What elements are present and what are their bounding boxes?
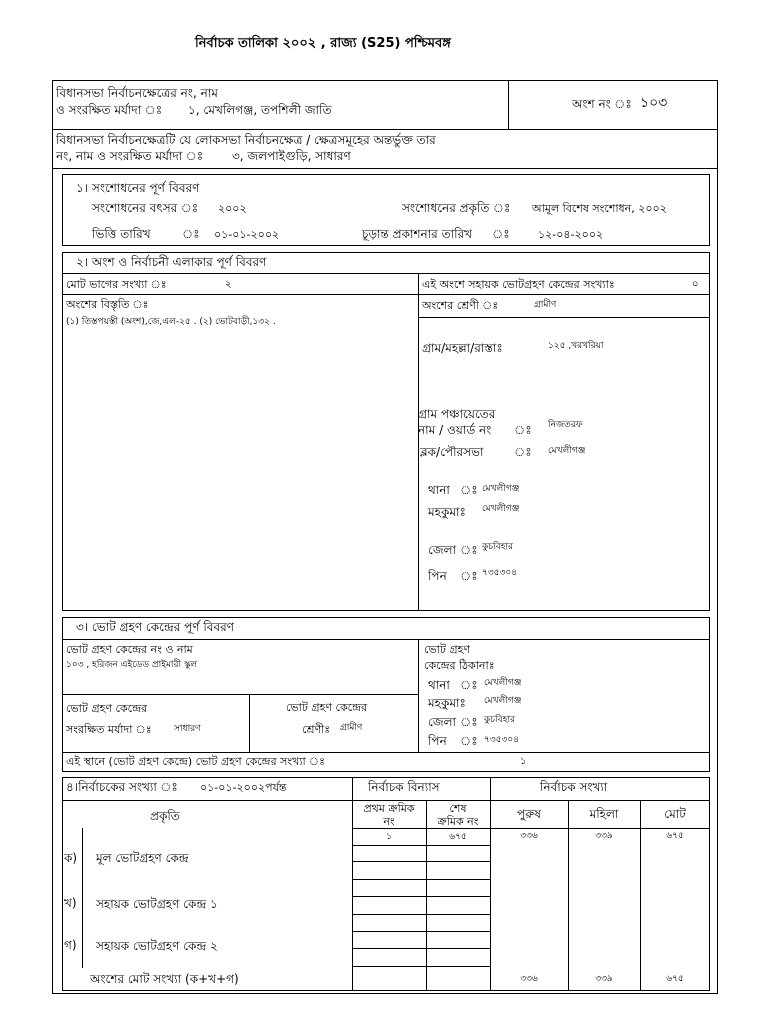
station-reservation-value: সাধারণ xyxy=(174,724,201,734)
station-district-value: কুচবিহার xyxy=(484,715,516,725)
subdivision-value: মেখলীগঞ্জ xyxy=(482,504,520,514)
district-value: কুচবিহার xyxy=(482,542,514,552)
station-type-value: গ্রামীণ xyxy=(340,723,363,733)
aux-stations-value: ০ xyxy=(692,279,699,290)
polling-station-label: ভোট গ্রহণ কেন্দ্রের নং ও নাম xyxy=(66,643,193,656)
basis-date-value: ০১-০১-২০০২ xyxy=(214,228,280,241)
total-sections-value: ২ xyxy=(225,279,232,290)
final-publication-value: ১২-০৪-২০০২ xyxy=(538,228,604,241)
section-3-heading: ৩। ভোট গ্রহণ কেন্দ্রের পূর্ণ বিবরণ xyxy=(76,620,234,634)
total-male: ৩৩৬ xyxy=(520,974,538,984)
total-female: ৩৩৯ xyxy=(595,974,613,984)
col-first-serial-2: নং xyxy=(383,815,395,828)
final-publication-label: চূড়ান্ত প্রকাশনার তারিখ xyxy=(362,227,472,241)
part-category-value: গ্রামীণ xyxy=(534,300,557,310)
col-first-serial: প্রথম ক্রমিক xyxy=(363,802,415,815)
section-2-heading: ২। অংশ ও নির্বাচনী এলাকার পূর্ণ বিবরণ xyxy=(76,255,267,269)
extent-label: অংশের বিস্তৃতি ঃ xyxy=(66,298,149,311)
row-label-aux-1: সহায়ক ভোটগ্রহণ কেন্দ্র ১ xyxy=(96,897,218,911)
revision-year-label: সংশোধনের বৎসর ঃ xyxy=(92,201,199,215)
station-reservation-label: ভোট গ্রহণ কেন্দ্রের xyxy=(66,702,148,715)
extent-value: (১) তিস্তপয়স্তী (অংশ),জে,এল-২৫ . (২) ভোটবাড়ী,১৩২ . xyxy=(66,317,276,327)
page-title: নির্বাচক তালিকা ২০০২ , রাজ্য (S25) পশ্চিমবঙ্গ xyxy=(195,36,451,51)
station-address-label-2: কেন্দ্রের ঠিকানাঃ xyxy=(424,659,495,672)
part-label: অংশ নং ঃ xyxy=(572,97,632,111)
stations-here-value: ১ xyxy=(520,756,527,767)
block-label: ব্লক/পৌরসভা xyxy=(420,445,484,459)
station-subdivision-value: মেখলীগঞ্জ xyxy=(484,696,522,706)
station-thana-label: থানা xyxy=(428,678,450,692)
total-row-label: অংশের মোট সংখ্যা (ক+খ+গ) xyxy=(90,972,239,986)
col-female: মহিলা xyxy=(589,807,619,821)
pc-label-2: নং, নাম ও সংরক্ষিত মর্যাদা ঃ xyxy=(56,149,204,163)
station-district-label: জেলা xyxy=(428,715,457,729)
revision-year-value: ২০০২ xyxy=(218,202,247,215)
revision-nature-label: সংশোধনের প্রকৃতি ঃ xyxy=(402,201,511,215)
ac-label: বিধানসভা নির্বাচনক্ষেত্রের নং, নাম xyxy=(56,86,218,100)
ac-value: ১, মেখলিগঞ্জ, তপশিলী জাতি xyxy=(188,103,332,117)
as-on-date: ০১-০১-২০০২পর্যন্ত xyxy=(200,781,287,794)
pin-label: পিন xyxy=(428,569,447,583)
row-last-serial: ৬৭৫ xyxy=(449,832,467,842)
station-type-label: ভোট গ্রহণ কেন্দ্রের xyxy=(286,701,368,714)
station-pin-value: ৭৩৫৩০৪ xyxy=(484,735,520,745)
row-total: ৬৭৫ xyxy=(666,831,684,841)
ac-label-2: ও সংরক্ষিত মর্যাদা ঃ xyxy=(56,103,163,117)
block-value: মেখলীগঞ্জ xyxy=(548,446,586,456)
district-label: জেলা xyxy=(428,543,457,557)
station-subdivision-label: মহকুমাঃ xyxy=(428,696,466,710)
row-mark: খ) xyxy=(64,896,77,910)
station-type-label-2: শ্রেণীঃ xyxy=(302,723,331,736)
station-thana-value: মেখলীগঞ্জ xyxy=(484,678,522,688)
station-pin-label: পিন xyxy=(428,734,447,748)
row-female: ৩৩৯ xyxy=(595,831,613,841)
pc-value: ৩, জলপাইগুড়ি, সাধারণ xyxy=(232,149,351,163)
station-reservation-label-2: সংরক্ষিত মর্যাদা ঃ xyxy=(66,723,152,736)
section-2 xyxy=(62,252,710,611)
col-male: পুরুষ xyxy=(517,807,541,821)
basis-date-label: ভিত্তি তারিখ xyxy=(92,227,151,241)
stations-here-label: এই স্থানে (ভোট গ্রহণ কেন্দ্রে) ভোট গ্রহণ কেন্দ্রের সংখ্যা ঃ xyxy=(66,755,325,768)
row-mark: গ) xyxy=(64,938,77,952)
electors-layout-label: নির্বাচক বিন্যাস xyxy=(368,780,440,794)
row-male: ৩৩৬ xyxy=(520,831,538,841)
pin-value: ৭৩৫৩০৪ xyxy=(482,568,518,578)
polling-station-value: ১০৩ , হরিজন এইডেড প্রাইমারী স্কুল xyxy=(66,660,198,670)
row-first-serial: ১ xyxy=(386,832,392,842)
col-last-serial: শেষ xyxy=(449,802,467,815)
ward-label: নাম / ওয়ার্ড নং xyxy=(418,423,492,437)
section-4-heading: ৪।নির্বাচকের সংখ্যা ঃ xyxy=(66,780,178,794)
col-total: মোট xyxy=(664,807,686,821)
subdivision-label: মহকুমাঃ xyxy=(428,505,466,519)
total-sections-label: মোট ভাগের সংখ্যা ঃ xyxy=(66,278,167,291)
row-label-aux-2: সহায়ক ভোটগ্রহণ কেন্দ্র ২ xyxy=(96,939,218,953)
thana-label: থানা xyxy=(428,483,450,497)
electors-count-label: নির্বাচক সংখ্যা xyxy=(540,780,608,794)
village-label: গ্রাম/মহল্লা/রাস্তাঃ xyxy=(422,341,503,355)
col-nature: প্রকৃতি xyxy=(150,809,180,823)
part-value: ১০৩ xyxy=(640,95,668,111)
section-1-heading: ১। সংশোধনের পূর্ণ বিবরণ xyxy=(76,181,200,195)
revision-nature-value: আমূল বিশেষ সংশোধন, ২০০২ xyxy=(532,202,667,215)
gram-panchayat-label: গ্রাম পঞ্চায়েতের xyxy=(418,407,496,421)
col-last-serial-2: ক্রমিক নং xyxy=(437,815,479,828)
row-mark: ক) xyxy=(64,851,78,865)
pc-label: বিধানসভা নির্বাচনক্ষেত্রটি যে লোকসভা নির্বাচনক্ষেত্র / ক্ষেত্রসমূহের অন্তর্ভুক্ত তার xyxy=(56,133,436,147)
village-value: ১২৫ ,খরখরিয়া xyxy=(548,341,604,351)
row-label-main: মূল ভোটগ্রহণ কেন্দ্র xyxy=(96,851,189,865)
station-address-label: ভোট গ্রহণ xyxy=(424,643,471,656)
aux-stations-label: এই অংশে সহায়ক ভোটগ্রহণ কেন্দ্রের সংখ্যাঃ xyxy=(422,278,615,291)
thana-value: মেখলীগঞ্জ xyxy=(482,484,520,494)
total-total: ৬৭৫ xyxy=(666,974,684,984)
gram-panchayat-value: নিজতরফ xyxy=(548,420,583,430)
part-category-label: অংশের শ্রেণী ঃ xyxy=(422,299,499,312)
